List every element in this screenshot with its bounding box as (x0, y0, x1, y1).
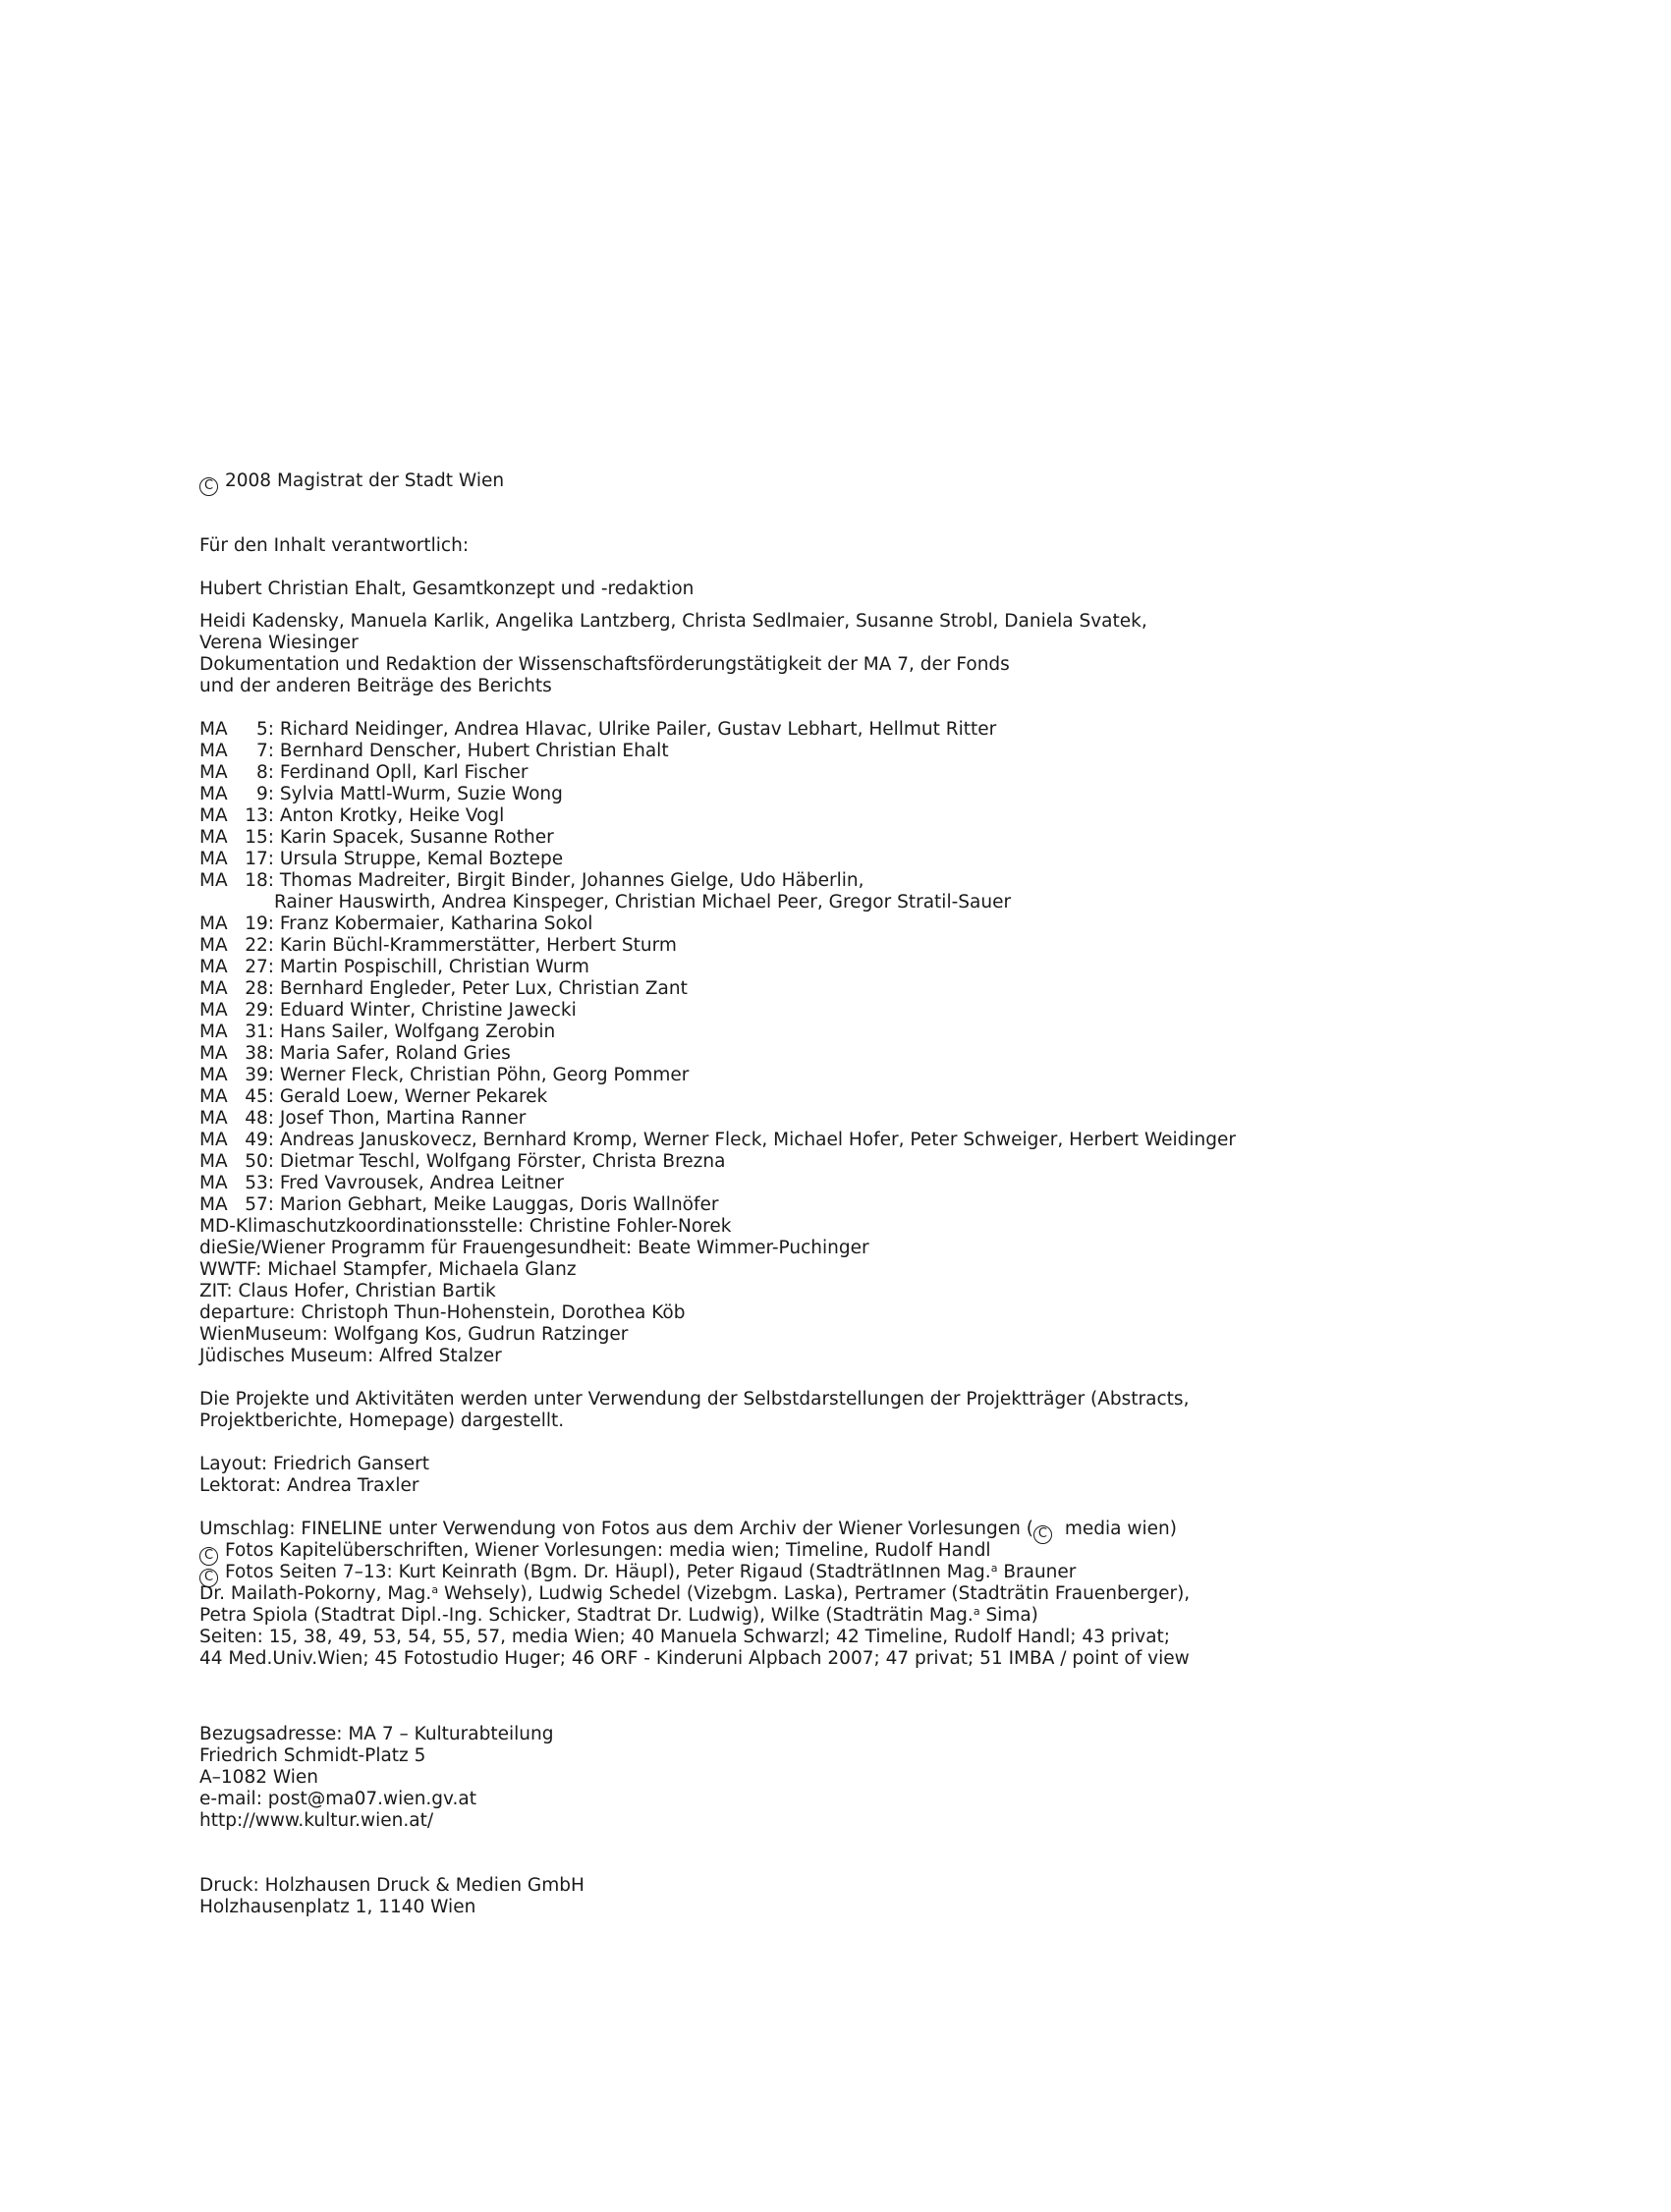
department-row (199, 957, 1575, 978)
department-prefix: MA (199, 827, 228, 848)
superscript-a: a (990, 1562, 998, 1575)
superscript-a: a (973, 1605, 980, 1618)
other-unit-row: WWTF: Michael Stampfer, Michaela Glanz (199, 1259, 577, 1280)
department-names: Werner Fleck, Christian Pöhn, Georg Pommer (274, 1065, 690, 1085)
cover-credit-text: Umschlag: FINELINE unter Verwendung von Fotos aus dem Archiv der Wiener Vorlesungen ( (199, 1519, 1033, 1539)
printer-address: Holzhausenplatz 1, 1140 Wien (199, 1897, 476, 1917)
other-unit-row: WienMuseum: Wolfgang Kos, Gudrun Ratzinger (199, 1324, 629, 1345)
department-number: 5: (255, 719, 274, 740)
department-prefix: MA (199, 1000, 228, 1021)
department-number: 13: (245, 805, 274, 826)
pages-list-1: Seiten: 15, 38, 49, 53, 54, 55, 57, media Wien; 40 Manuela Schwarzl; 42 Timeline, Rudolf Handl; 43 privat; (199, 1627, 1171, 1647)
department-number: 9: (255, 784, 274, 804)
department-prefix: MA (199, 762, 228, 783)
department-names: Gerald Loew, Werner Pekarek (274, 1086, 548, 1107)
department-row (199, 892, 1575, 913)
department-number: 15: (245, 827, 274, 848)
other-unit-row: MD-Klimaschutzkoordinationsstelle: Christine Fohler-Norek (199, 1216, 732, 1237)
department-prefix: MA (199, 741, 228, 761)
department-prefix: MA (199, 784, 228, 804)
department-number: 8: (255, 762, 274, 783)
department-names: Marion Gebhart, Meike Lauggas, Doris Wallnöfer (274, 1194, 719, 1215)
projects-note-line: Die Projekte und Aktivitäten werden unter Verwendung der Selbstdarstellungen der Projektträger (Abstracts, (199, 1389, 1190, 1410)
other-units-list (199, 1216, 1575, 1367)
department-names: Rainer Hauswirth, Andrea Kinspeger, Christian Michael Peer, Gregor Stratil-Sauer (274, 892, 1012, 912)
department-code (199, 1000, 274, 1022)
department-prefix: MA (199, 870, 228, 891)
copyright-icon: C (199, 1569, 218, 1587)
lektorat-credit: Lektorat: Andrea Traxler (199, 1475, 419, 1496)
department-prefix: MA (199, 935, 228, 956)
responsible-heading: Für den Inhalt verantwortlich: (199, 535, 470, 556)
department-code (199, 1173, 274, 1194)
pages-credit-end: Sima) (979, 1605, 1038, 1626)
department-prefix: MA (199, 957, 228, 977)
department-prefix: MA (199, 719, 228, 740)
department-prefix: MA (199, 1022, 228, 1042)
department-code (199, 913, 274, 935)
department-names: Ursula Struppe, Kemal Boztepe (274, 849, 564, 869)
department-row (199, 827, 1575, 849)
department-row (199, 870, 1575, 892)
editorial-team-line: Verena Wiesinger (199, 633, 359, 653)
department-names: Karin Spacek, Susanne Rother (274, 827, 554, 848)
department-code (199, 978, 274, 1000)
pages-photo-credit-1 (199, 1562, 1575, 1583)
pages-photo-credit-2 (199, 1583, 1575, 1605)
department-names: Sylvia Mattl-Wurm, Suzie Wong (274, 784, 563, 804)
department-prefix: MA (199, 1194, 228, 1215)
department-row (199, 784, 1575, 805)
department-number: 19: (245, 913, 274, 934)
department-number: 27: (245, 957, 274, 977)
department-number: 7: (255, 741, 274, 761)
department-number: 45: (245, 1086, 274, 1107)
department-names: Maria Safer, Roland Gries (274, 1043, 511, 1064)
copyright-icon: C (199, 1547, 218, 1566)
department-row (199, 762, 1575, 784)
other-unit-row: dieSie/Wiener Programm für Frauengesundheit: Beate Wimmer-Puchinger (199, 1238, 869, 1258)
chief-editor: Hubert Christian Ehalt, Gesamtkonzept und -redaktion (199, 579, 695, 599)
department-names: Andreas Januskovecz, Bernhard Kromp, Werner Fleck, Michael Hofer, Peter Schweiger, Herbert Weidinger (274, 1130, 1237, 1150)
department-row (199, 913, 1575, 935)
department-prefix: MA (199, 805, 228, 826)
department-names: Anton Krotky, Heike Vogl (274, 805, 505, 826)
department-code (199, 762, 274, 784)
department-number: 28: (245, 978, 274, 999)
department-row (199, 1086, 1575, 1108)
projects-note-line: Projektberichte, Homepage) dargestellt. (199, 1410, 565, 1431)
department-code (199, 1151, 274, 1173)
pages-credit-text: Dr. Mailath-Pokorny, Mag. (199, 1583, 432, 1604)
department-row (199, 1130, 1575, 1151)
department-number: 22: (245, 935, 274, 956)
department-number: 18: (245, 870, 274, 891)
department-row (199, 741, 1575, 762)
department-row (199, 978, 1575, 1000)
department-names: Fred Vavrousek, Andrea Leitner (274, 1173, 565, 1193)
other-unit-row: ZIT: Claus Hofer, Christian Bartik (199, 1281, 496, 1301)
department-row (199, 1108, 1575, 1130)
editorial-team (199, 611, 1575, 697)
department-list (199, 719, 1575, 1216)
department-names: Thomas Madreiter, Birgit Binder, Johannes Gielge, Udo Häberlin, (274, 870, 864, 891)
department-number: 53: (245, 1173, 274, 1193)
contact-email: e-mail: post@ma07.wien.gv.at (199, 1789, 477, 1809)
department-names: Hans Sailer, Wolfgang Zerobin (274, 1022, 556, 1042)
department-number: 31: (245, 1022, 274, 1042)
department-code (199, 1194, 274, 1216)
layout-credit: Layout: Friedrich Gansert (199, 1454, 429, 1474)
department-number: 49: (245, 1130, 274, 1150)
imprint-content (199, 470, 1575, 1918)
department-prefix: MA (199, 1065, 228, 1085)
department-names: Martin Pospischill, Christian Wurm (274, 957, 589, 977)
department-code (199, 805, 274, 827)
address-label: Bezugsadresse: MA 7 – Kulturabteilung (199, 1724, 554, 1744)
pages-credit-text: Fotos Seiten 7–13: Kurt Keinrath (Bgm. Dr. Häupl), Peter Rigaud (StadträtInnen Mag. (225, 1562, 991, 1582)
department-number: 39: (245, 1065, 274, 1085)
department-code (199, 957, 274, 978)
department-code (199, 719, 274, 741)
department-number: 17: (245, 849, 274, 869)
department-code (199, 784, 274, 805)
department-code (199, 1130, 274, 1151)
chapter-photo-text: Fotos Kapitelüberschriften, Wiener Vorlesungen: media wien; Timeline, Rudolf Handl (225, 1540, 991, 1561)
copyright-text: 2008 Magistrat der Stadt Wien (225, 470, 505, 491)
department-row (199, 805, 1575, 827)
department-number: 57: (245, 1194, 274, 1215)
department-code (199, 849, 274, 870)
department-names: Karin Büchl-Krammerstätter, Herbert Sturm (274, 935, 677, 956)
department-code (199, 741, 274, 762)
copyright-icon: C (199, 477, 218, 496)
department-row (199, 849, 1575, 870)
department-number: 29: (245, 1000, 274, 1021)
department-code (199, 1108, 274, 1130)
department-number: 38: (245, 1043, 274, 1064)
department-names: Richard Neidinger, Andrea Hlavac, Ulrike Pailer, Gustav Lebhart, Hellmut Ritter (274, 719, 997, 740)
pages-credit-end: Brauner (997, 1562, 1077, 1582)
department-number: 48: (245, 1108, 274, 1129)
department-code (199, 1022, 274, 1043)
contact-web: http://www.kultur.wien.at/ (199, 1810, 434, 1831)
projects-note (199, 1389, 1575, 1432)
department-row (199, 1022, 1575, 1043)
copyright-icon: C (1033, 1525, 1052, 1544)
department-names: Dietmar Teschl, Wolfgang Förster, Christa Brezna (274, 1151, 726, 1172)
department-row (199, 935, 1575, 957)
department-code (199, 827, 274, 849)
department-code (199, 1043, 274, 1065)
department-row (199, 1194, 1575, 1216)
department-names: Franz Kobermaier, Katharina Sokol (274, 913, 593, 934)
department-code (199, 1065, 274, 1086)
editorial-team-line: Heidi Kadensky, Manuela Karlik, Angelika Lantzberg, Christa Sedlmaier, Susanne Strobl, Daniela Svatek, (199, 611, 1147, 632)
department-row (199, 1151, 1575, 1173)
pages-list-2: 44 Med.Univ.Wien; 45 Fotostudio Huger; 46 ORF - Kinderuni Alpbach 2007; 47 privat; 51 IMBA / point of view (199, 1648, 1190, 1669)
pages-photo-credit-3 (199, 1605, 1575, 1627)
department-code (199, 1086, 274, 1108)
department-row (199, 1173, 1575, 1194)
editorial-team-line: Dokumentation und Redaktion der Wissenschaftsförderungstätigkeit der MA 7, der Fonds (199, 654, 1010, 675)
department-names: Bernhard Denscher, Hubert Christian Ehalt (274, 741, 669, 761)
department-row (199, 1043, 1575, 1065)
pages-credit-end: Wehsely), Ludwig Schedel (Vizebgm. Laska), Pertramer (Stadträtin Frauenberger), (438, 1583, 1191, 1604)
chapter-photo-credit (199, 1540, 1575, 1562)
department-prefix: MA (199, 849, 228, 869)
department-prefix: MA (199, 978, 228, 999)
department-prefix: MA (199, 1173, 228, 1193)
department-names: Josef Thon, Martina Ranner (274, 1108, 527, 1129)
other-unit-row: Jüdisches Museum: Alfred Stalzer (199, 1346, 502, 1366)
department-prefix: MA (199, 1086, 228, 1107)
department-names: Bernhard Engleder, Peter Lux, Christian Zant (274, 978, 688, 999)
other-unit-row: departure: Christoph Thun-Hohenstein, Dorothea Köb (199, 1302, 686, 1323)
address-street: Friedrich Schmidt-Platz 5 (199, 1745, 426, 1766)
department-row (199, 1065, 1575, 1086)
cover-credit (199, 1519, 1575, 1540)
department-prefix: MA (199, 1043, 228, 1064)
copyright-line (199, 470, 1575, 492)
department-number: 50: (245, 1151, 274, 1172)
department-names: Eduard Winter, Christine Jawecki (274, 1000, 577, 1021)
department-code (199, 935, 274, 957)
department-prefix: MA (199, 1151, 228, 1172)
pages-credit-text: Petra Spiola (Stadtrat Dipl.-Ing. Schicker, Stadtrat Dr. Ludwig), Wilke (Stadträtin Mag. (199, 1605, 974, 1626)
department-row (199, 719, 1575, 741)
superscript-a: a (431, 1583, 439, 1596)
printer-name: Druck: Holzhausen Druck & Medien GmbH (199, 1875, 585, 1896)
address-city: A–1082 Wien (199, 1767, 318, 1788)
editorial-team-line: und der anderen Beiträge des Berichts (199, 676, 552, 696)
department-prefix: MA (199, 913, 228, 934)
department-prefix: MA (199, 1108, 228, 1129)
department-names: Ferdinand Opll, Karl Fischer (274, 762, 529, 783)
department-prefix: MA (199, 1130, 228, 1150)
department-row (199, 1000, 1575, 1022)
department-code (199, 870, 274, 892)
cover-credit-end: media wien) (1058, 1519, 1177, 1539)
